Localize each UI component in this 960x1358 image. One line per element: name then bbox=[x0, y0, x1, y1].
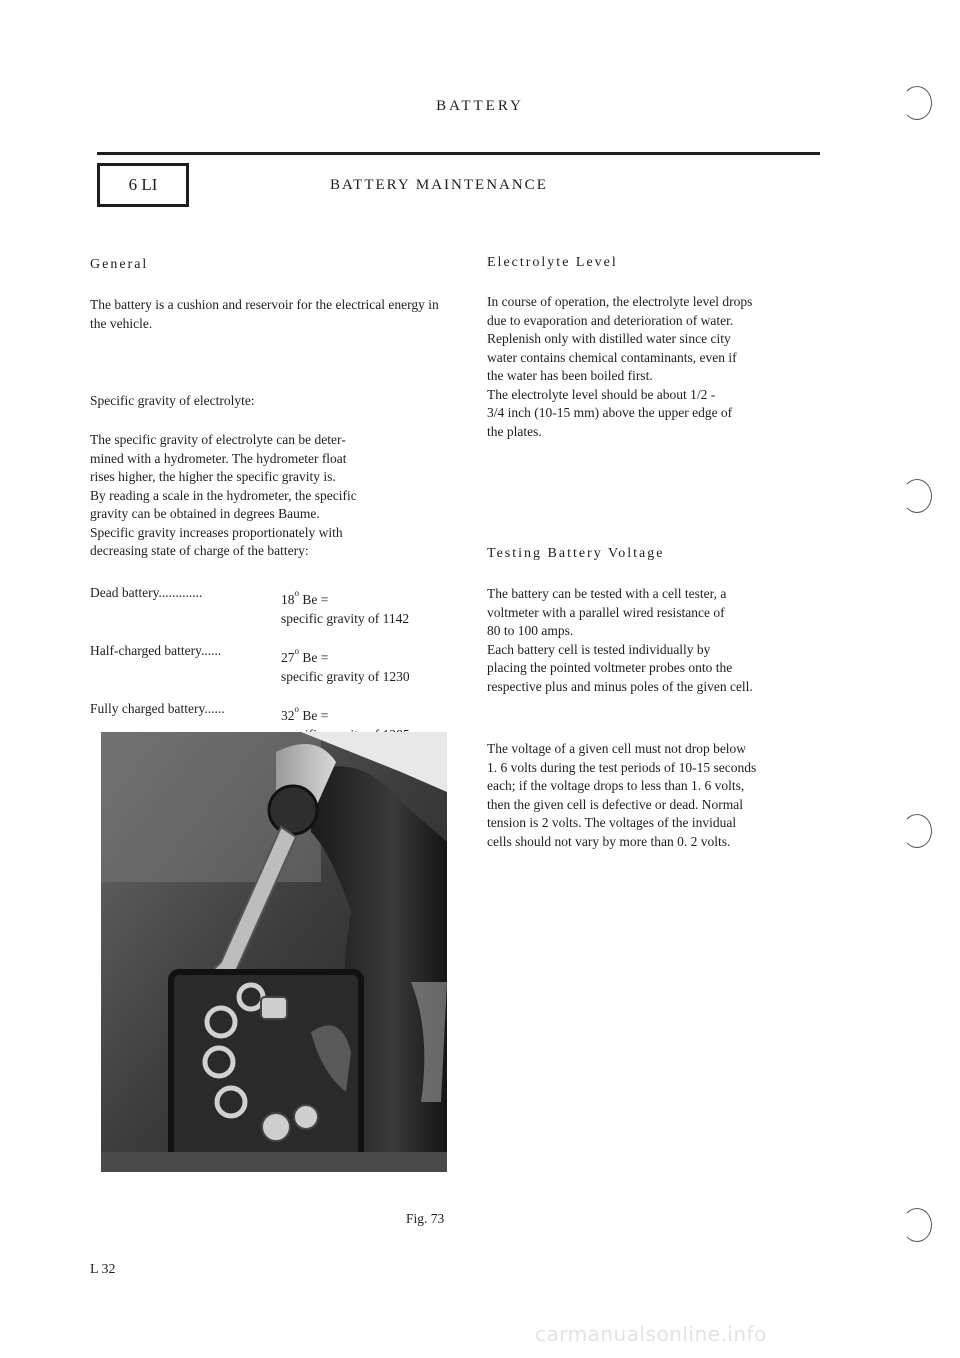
testing-voltage-heading: Testing Battery Voltage bbox=[487, 546, 665, 561]
header-rule bbox=[97, 152, 820, 155]
electrolyte-line: 3/4 inch (10-15 mm) above the upper edge of bbox=[487, 405, 733, 420]
general-heading: General bbox=[90, 257, 149, 272]
charge-row-dead bbox=[90, 584, 410, 628]
unit-text: Be = bbox=[302, 650, 329, 665]
charge-label: Fully charged battery...... bbox=[90, 701, 225, 716]
section-code-box bbox=[97, 163, 189, 207]
unit-text: Be = bbox=[302, 708, 329, 723]
watermark: carmanualsonline.info bbox=[535, 1322, 767, 1346]
section-code: 6 LI bbox=[128, 175, 158, 194]
gravity-value: specific gravity of 1230 bbox=[281, 668, 410, 684]
section-title: BATTERY MAINTENANCE bbox=[330, 177, 548, 193]
figure-caption: Fig. 73 bbox=[406, 1211, 445, 1226]
battery-test-photo bbox=[101, 732, 447, 1172]
sg-line: gravity can be obtained in degrees Baume. bbox=[90, 506, 320, 521]
voltage-line: 80 to 100 amps. bbox=[487, 623, 574, 638]
voltage-line: respective plus and minus poles of the given cell. bbox=[487, 678, 753, 694]
electrolyte-line: water contains chemical contaminants, even if bbox=[487, 349, 737, 365]
electrolyte-line: the water has been boiled first. bbox=[487, 368, 653, 383]
punch-hole-icon bbox=[902, 479, 932, 513]
testing-voltage-text-2 bbox=[487, 740, 756, 851]
electrolyte-level-text bbox=[487, 293, 752, 441]
page-header-title: BATTERY bbox=[436, 98, 524, 114]
degree-mark: o bbox=[294, 704, 299, 714]
voltage-line: The voltage of a given cell must not drop below bbox=[487, 741, 747, 756]
electrolyte-line: Replenish only with distilled water since city bbox=[487, 331, 731, 346]
electrolyte-line: The electrolyte level should be about 1/2 - bbox=[487, 386, 716, 402]
sg-line: Specific gravity increases proportionately with bbox=[90, 524, 343, 540]
voltage-line: placing the pointed voltmeter probes onto the bbox=[487, 660, 733, 675]
electrolyte-level-heading: Electrolyte Level bbox=[487, 255, 618, 270]
punch-hole-icon bbox=[902, 1208, 932, 1242]
sg-line: decreasing state of charge of the battery: bbox=[90, 543, 309, 558]
testing-voltage-text-1 bbox=[487, 585, 753, 696]
degree-mark: o bbox=[294, 588, 299, 598]
voltage-line: cells should not vary by more than 0. 2 volts. bbox=[487, 833, 731, 849]
specific-gravity-heading: Specific gravity of electrolyte: bbox=[90, 393, 255, 408]
degrees-value: 18 bbox=[281, 592, 295, 607]
degree-mark: o bbox=[294, 646, 299, 656]
voltage-line: tension is 2 volts. The voltages of the invidual bbox=[487, 815, 737, 830]
charge-row-half bbox=[90, 642, 410, 686]
punch-hole-icon bbox=[902, 86, 932, 120]
electrolyte-line: due to evaporation and deterioration of water. bbox=[487, 312, 734, 328]
sg-line: By reading a scale in the hydrometer, the specific bbox=[90, 487, 357, 503]
sg-line: mined with a hydrometer. The hydrometer float bbox=[90, 450, 347, 466]
voltage-line: then the given cell is defective or dead. Normal bbox=[487, 796, 744, 812]
unit-text: Be = bbox=[302, 592, 329, 607]
electrolyte-line: the plates. bbox=[487, 423, 542, 439]
general-text: The battery is a cushion and reservoir for the electrical energy in the vehicle. bbox=[90, 297, 439, 331]
page-number: L 32 bbox=[90, 1262, 116, 1277]
voltage-line: voltmeter with a parallel wired resistance of bbox=[487, 604, 725, 620]
electrolyte-line: In course of operation, the electrolyte level drops bbox=[487, 294, 753, 309]
voltage-line: each; if the voltage drops to less than 1. 6 volts, bbox=[487, 778, 745, 793]
sg-line: rises higher, the higher the specific gravity is. bbox=[90, 469, 336, 484]
voltage-line: The battery can be tested with a cell tester, a bbox=[487, 586, 727, 601]
gravity-value: specific gravity of 1142 bbox=[281, 610, 410, 626]
charge-label: Half-charged battery...... bbox=[90, 643, 222, 658]
specific-gravity-text bbox=[90, 431, 357, 561]
voltage-line: Each battery cell is tested individually by bbox=[487, 641, 711, 657]
charge-label: Dead battery............. bbox=[90, 585, 203, 600]
degrees-value: 27 bbox=[281, 650, 295, 665]
degrees-value: 32 bbox=[281, 708, 295, 723]
punch-hole-icon bbox=[902, 814, 932, 848]
charge-table bbox=[90, 584, 410, 744]
voltage-line: 1. 6 volts during the test periods of 10-15 seconds bbox=[487, 759, 757, 775]
sg-line: The specific gravity of electrolyte can be deter- bbox=[90, 432, 346, 447]
